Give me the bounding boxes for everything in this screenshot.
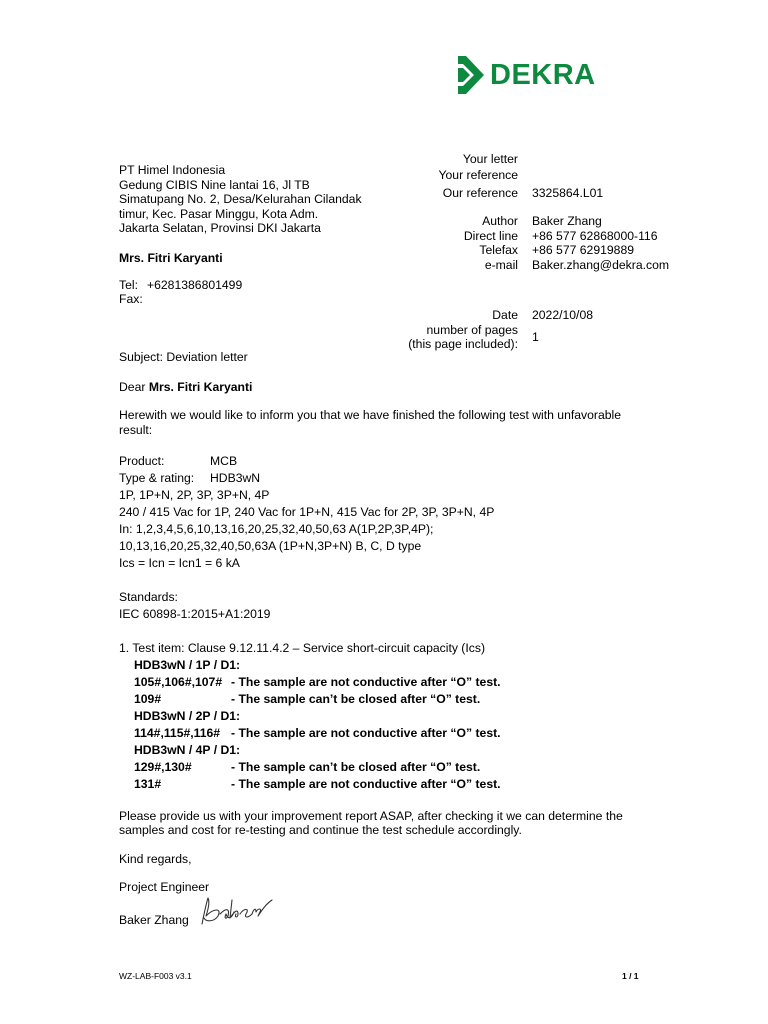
your-letter-label: Your letter — [462, 152, 518, 166]
spec-line: In: 1,2,3,4,5,6,10,13,16,20,25,32,40,50,63 A(1P,2P,3P,4P); — [119, 522, 434, 536]
group-header: HDB3wN / 4P / D1: — [134, 743, 241, 757]
sample-result: - The sample are not conductive after “O” test. — [231, 675, 501, 689]
spec-line: 1P, 1P+N, 2P, 3P, 3P+N, 4P — [119, 488, 270, 502]
sample-result: - The sample are not conductive after “O” test. — [231, 777, 501, 791]
fax-label: Fax: — [119, 292, 143, 306]
standards-label: Standards: — [119, 590, 178, 604]
handwritten-signature — [196, 894, 276, 932]
dekra-wordmark: DEKRA — [490, 59, 596, 91]
form-id: WZ-LAB-F003 v3.1 — [119, 971, 192, 981]
author-label: Author — [482, 214, 518, 228]
closing-line-1: Please provide us with your improvement report ASAP, after checking it we can determine the — [119, 809, 623, 823]
type-value: HDB3wN — [210, 471, 261, 485]
intro-line-2: result: — [119, 423, 153, 437]
our-reference-value: 3325864.L01 — [532, 186, 604, 200]
direct-line-label: Direct line — [463, 229, 518, 243]
recipient-contact: Mrs. Fitri Karyanti — [119, 251, 223, 265]
sample-result: - The sample can’t be closed after “O” test. — [231, 692, 481, 706]
spec-line: 10,13,16,20,25,32,40,50,63A (1P+N,3P+N) B, C, D type — [119, 539, 422, 553]
tel-value: +6281386801499 — [147, 278, 243, 292]
product-label: Product: — [119, 454, 165, 468]
your-reference-label: Your reference — [438, 168, 518, 182]
page-number: 1 / 1 — [622, 971, 639, 981]
address-line: Jakarta Selatan, Provinsi DKI Jakarta — [119, 221, 321, 235]
pages-label-line2: (this page included): — [408, 337, 518, 351]
date-label: Date — [492, 308, 518, 322]
sample-result: - The sample are not conductive after “O” test. — [231, 726, 501, 740]
dekra-chevron-icon — [456, 54, 486, 96]
our-reference-label: Our reference — [442, 186, 518, 200]
intro-line-1: Herewith we would like to inform you that we have finished the following test with unfavorable — [119, 408, 621, 422]
group-header: HDB3wN / 1P / D1: — [134, 658, 241, 672]
signer-name: Baker Zhang — [119, 913, 189, 927]
sample-ids: 114#,115#,116# — [134, 726, 221, 740]
address-line: Simatupang No. 2, Desa/Kelurahan Cilandak — [119, 192, 362, 206]
date-value: 2022/10/08 — [532, 308, 593, 322]
email-label: e-mail — [484, 258, 518, 272]
telefax-value: +86 577 62919889 — [532, 243, 635, 257]
sample-ids: 109# — [134, 692, 162, 706]
pages-value: 1 — [532, 330, 539, 344]
sample-ids: 105#,106#,107# — [134, 675, 223, 689]
recipient-address — [119, 163, 419, 236]
signer-title: Project Engineer — [119, 880, 210, 894]
sample-ids: 131# — [134, 777, 162, 791]
closing-line-2: samples and cost for re-testing and continue the test schedule accordingly. — [119, 823, 522, 837]
dekra-logo — [456, 54, 596, 96]
tel-label: Tel: — [119, 278, 138, 292]
author-value: Baker Zhang — [532, 214, 602, 228]
sample-result: - The sample can’t be closed after “O” test. — [231, 760, 481, 774]
spec-line: Ics = Icn = Icn1 = 6 kA — [119, 556, 240, 570]
product-value: MCB — [210, 454, 238, 468]
email-value[interactable]: Baker.zhang@dekra.com — [532, 258, 670, 272]
telefax-label: Telefax — [479, 243, 518, 257]
salutation-prefix: Dear — [119, 380, 149, 394]
type-label: Type & rating: — [119, 471, 195, 485]
standard-value: IEC 60898-1:2015+A1:2019 — [119, 607, 271, 621]
address-line: Gedung CIBIS Nine lantai 16, Jl TB — [119, 177, 310, 192]
direct-line-value: +86 577 62868000-116 — [532, 229, 658, 243]
pages-label-line1: number of pages — [426, 323, 518, 337]
salutation — [119, 379, 252, 395]
address-line: timur, Kec. Pasar Minggu, Kota Adm. — [119, 206, 319, 221]
recipient-company: PT Himel Indonesia — [119, 163, 226, 177]
regards: Kind regards, — [119, 852, 192, 866]
spec-line: 240 / 415 Vac for 1P, 240 Vac for 1P+N, 415 Vac for 2P, 3P, 3P+N, 4P — [119, 505, 495, 519]
signature-drawing — [196, 894, 276, 928]
subject-line: Subject: Deviation letter — [119, 350, 248, 364]
group-header: HDB3wN / 2P / D1: — [134, 709, 241, 723]
test-item: 1. Test item: Clause 9.12.11.4.2 – Service short-circuit capacity (Ics) — [119, 641, 485, 655]
salutation-name: Mrs. Fitri Karyanti — [148, 380, 253, 394]
sample-ids: 129#,130# — [134, 760, 192, 774]
